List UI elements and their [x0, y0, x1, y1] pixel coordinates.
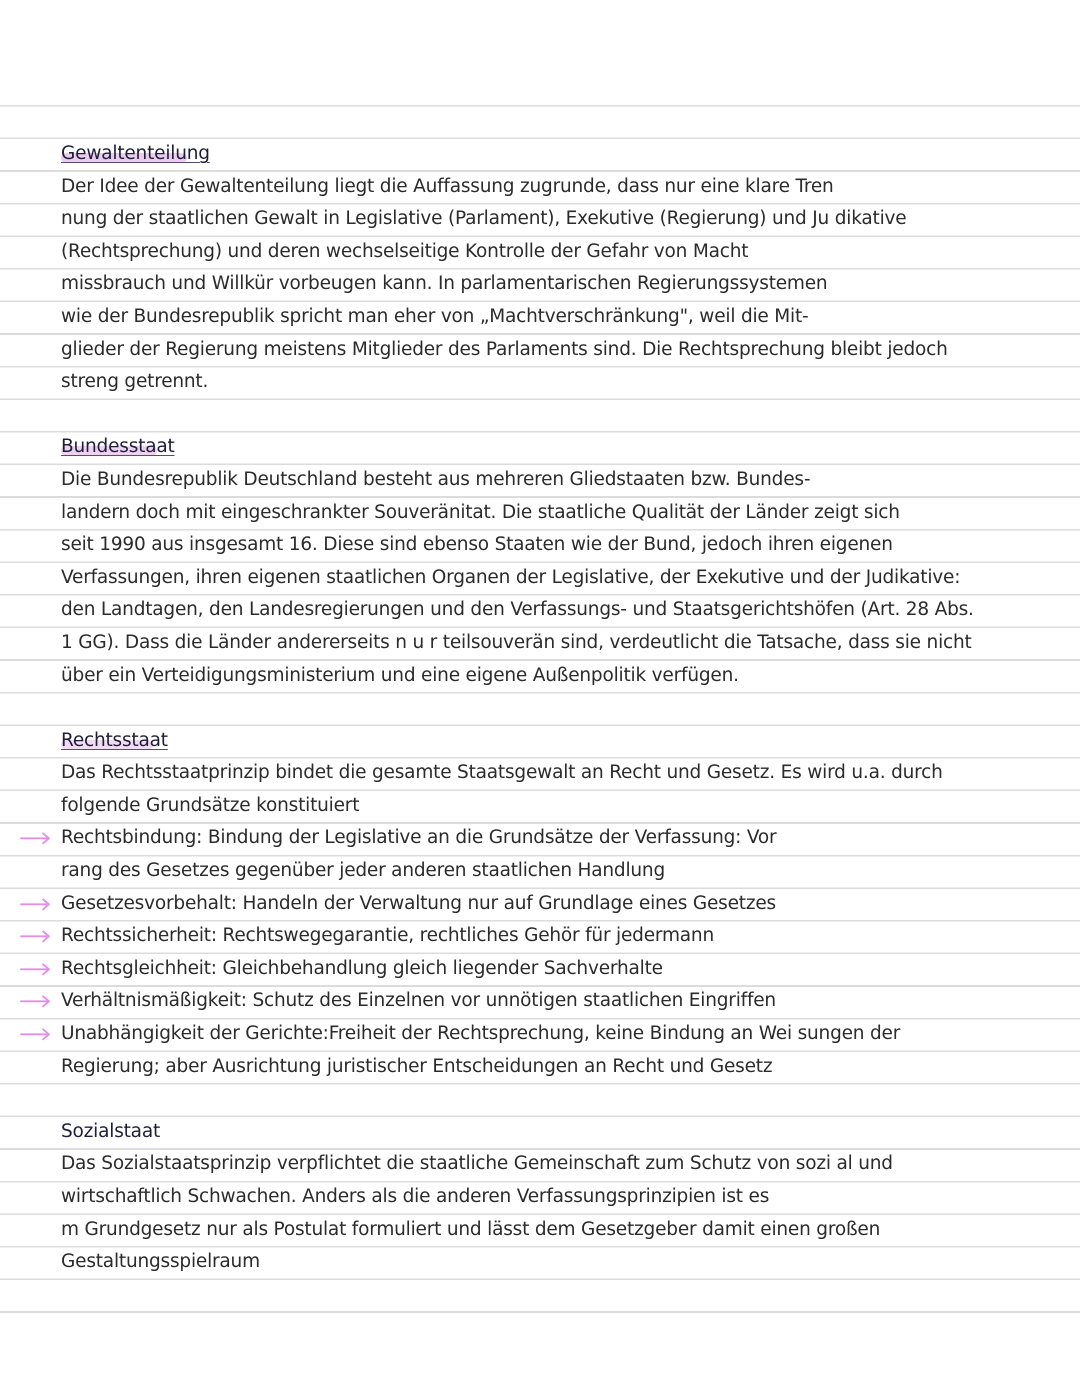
- principle-item: [61, 1018, 901, 1051]
- text-line: (Rechtsprechung) und deren wechselseitige Kontrolle der Gefahr von Macht: [61, 240, 749, 262]
- principle-item: [61, 822, 861, 855]
- text-line: Der Idee der Gewaltenteilung liegt die Auffassung zugrunde, dass nur eine klare Tren: [61, 175, 834, 197]
- text-line: streng getrennt.: [61, 371, 209, 393]
- text-line: wie der Bundesrepublik spricht man eher von „Machtverschränkung", weil die Mit-: [61, 305, 809, 327]
- heading-gewaltenteilung: [61, 138, 861, 171]
- heading-bundesstaat: [61, 431, 861, 464]
- heading-sozialstaat: [61, 1116, 861, 1149]
- text-line: rang des Gesetzes gegenüber jeder anderen staatlichen Handlung: [61, 860, 665, 882]
- text-line: den Landtagen, den Landesregierungen und den Verfassungs- und Staatsgerichtshöfen (Art. 28 Abs.: [61, 599, 974, 621]
- text-line: Die Bundesrepublik Deutschland besteht aus mehreren Gliedstaaten bzw. Bundes-: [61, 468, 811, 490]
- text-line: nung der staatlichen Gewalt in Legislative (Parlament), Exekutive (Regierung) und Ju dikative: [61, 208, 907, 230]
- principle-item: [61, 985, 861, 1018]
- text-line: Gestaltungsspielraum: [61, 1251, 260, 1273]
- principle-item: [61, 888, 861, 921]
- note-content: [61, 138, 974, 1279]
- text-line: 1 GG). Dass die Länder andererseits n u r teilsouverän sind, verdeutlicht die Tatsache, dass sie nicht: [61, 631, 972, 653]
- text-line: Das Sozialstaatsprinzip verpflichtet die staatliche Gemeinschaft zum Schutz von sozi al und: [61, 1153, 893, 1175]
- heading-rechtsstaat: [61, 725, 861, 758]
- blank-line: [61, 399, 861, 432]
- text-line: Verfassungen, ihren eigenen staatlichen Organen der Legislative, der Exekutive und der Judikative:: [61, 566, 961, 588]
- text-line: wirtschaftlich Schwachen. Anders als die anderen Verfassungsprinzipien ist es: [61, 1186, 770, 1207]
- heading-text: Sozialstaat: [61, 1120, 161, 1142]
- blank-line: [61, 1083, 861, 1116]
- principle-text: Rechtsgleichheit: Gleichbehandlung gleich liegender Sachverhalte: [61, 957, 663, 979]
- arrow-right-icon: [19, 888, 53, 921]
- text-line: Das Rechtsstaatprinzip bindet die gesamte Staatsgewalt an Recht und Gesetz. Es wird u.a. durch: [61, 762, 943, 784]
- text-line: missbrauch und Willkür vorbeugen kann. In parlamentarischen Regierungssystemen: [61, 273, 828, 295]
- principle-text: Rechtsbindung: Bindung der Legislative an die Grundsätze der Verfassung: Vor: [61, 827, 777, 849]
- heading-text: Rechtsstaat: [61, 729, 168, 751]
- principle-item: [61, 953, 861, 986]
- arrow-right-icon: [19, 822, 53, 855]
- text-line: m Grundgesetz nur als Postulat formuliert und lässt dem Gesetzgeber damit einen großen: [61, 1218, 881, 1240]
- arrow-right-icon: [19, 985, 53, 1018]
- principle-text: Verhältnismäßigkeit: Schutz des Einzelnen vor unnötigen staatlichen Eingriffen: [61, 990, 776, 1012]
- heading-text: Bundesstaat: [61, 436, 175, 458]
- arrow-right-icon: [19, 1018, 53, 1051]
- blank-line: [61, 692, 861, 725]
- heading-text: Gewaltenteilung: [61, 143, 210, 164]
- principle-item: [61, 920, 861, 953]
- arrow-right-icon: [19, 953, 53, 986]
- text-line: glieder der Regierung meistens Mitglieder des Parlaments sind. Die Rechtsprechung bleibt jedoch: [61, 338, 948, 360]
- text-line: landern doch mit eingeschrankter Souveränitat. Die staatliche Qualität der Länder zeigt sich: [61, 501, 900, 523]
- text-line: folgende Grundsätze konstituiert: [61, 794, 360, 816]
- text-line: über ein Verteidigungsministerium und eine eigene Außenpolitik verfügen.: [61, 664, 739, 686]
- arrow-right-icon: [19, 920, 53, 953]
- principle-text: Gesetzesvorbehalt: Handeln der Verwaltung nur auf Grundlage eines Gesetzes: [61, 892, 776, 914]
- principle-text: Unabhängigkeit der Gerichte:Freiheit der Rechtsprechung, keine Bindung an Wei sungen der: [61, 1023, 901, 1045]
- text-line: seit 1990 aus insgesamt 16. Diese sind ebenso Staaten wie der Bund, jedoch ihren eigenen: [61, 534, 893, 556]
- text-line: Regierung; aber Ausrichtung juristischer Entscheidungen an Recht und Gesetz: [61, 1055, 773, 1077]
- principle-text: Rechtssicherheit: Rechtswegegarantie, rechtliches Gehör für jedermann: [61, 925, 714, 947]
